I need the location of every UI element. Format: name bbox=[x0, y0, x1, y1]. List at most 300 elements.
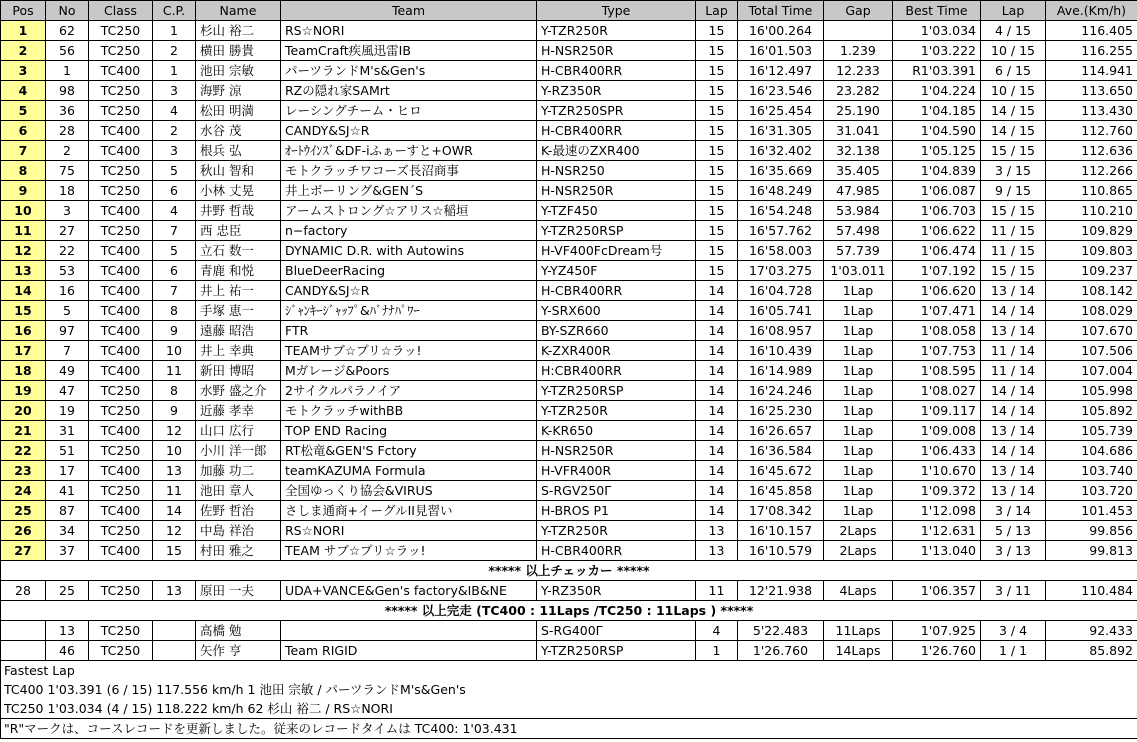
cell-cp: 5 bbox=[153, 241, 196, 261]
cell-type: H-NSR250R bbox=[537, 441, 696, 461]
cell-lap: 14 bbox=[696, 301, 738, 321]
cell-best-time: 1'06.433 bbox=[893, 441, 981, 461]
cell-pos: 16 bbox=[1, 321, 46, 341]
cell-total-time: 16'14.989 bbox=[738, 361, 824, 381]
record-note: "R"マークは、コースレコードを更新しました。従来のレコードタイムは TC400: 1'03.431 bbox=[1, 719, 1137, 739]
table-row bbox=[1, 221, 1137, 241]
table-row bbox=[1, 281, 1137, 301]
cell-name: 小川 洋一郎 bbox=[196, 441, 281, 461]
cell-ave: 105.892 bbox=[1046, 401, 1137, 421]
cell-gap: 1Lap bbox=[824, 381, 893, 401]
cell-type: Y-TZR250R bbox=[537, 401, 696, 421]
cell-total-time: 1'26.760 bbox=[738, 641, 824, 661]
cell-best-lap: 3 / 15 bbox=[981, 161, 1046, 181]
cell-ave: 107.004 bbox=[1046, 361, 1137, 381]
cell-no: 28 bbox=[46, 121, 89, 141]
cell-team: CANDY&SJ☆R bbox=[281, 281, 537, 301]
table-row bbox=[1, 541, 1137, 561]
cell-best-lap: 11 / 14 bbox=[981, 341, 1046, 361]
cell-best-lap: 3 / 11 bbox=[981, 581, 1046, 601]
cell-team: ｵｰﾄｳｲﾝｽﾞ&DF-iふぁーすと+OWR bbox=[281, 141, 537, 161]
table-row bbox=[1, 481, 1137, 501]
cell-ave: 108.142 bbox=[1046, 281, 1137, 301]
cell-pos: 21 bbox=[1, 421, 46, 441]
cell-ave: 109.829 bbox=[1046, 221, 1137, 241]
cell-type: Y-SRX600 bbox=[537, 301, 696, 321]
cell-lap: 4 bbox=[696, 621, 738, 641]
cell-name: 矢作 亨 bbox=[196, 641, 281, 661]
cell-type: Y-TZR250SPR bbox=[537, 101, 696, 121]
cell-cp: 7 bbox=[153, 281, 196, 301]
cell-gap: 1Lap bbox=[824, 341, 893, 361]
cell-type: Y-TZR250RSP bbox=[537, 221, 696, 241]
cell-type: H-CBR400RR bbox=[537, 281, 696, 301]
cell-pos: 8 bbox=[1, 161, 46, 181]
cell-pos: 17 bbox=[1, 341, 46, 361]
cell-team: アームストロング☆アリス☆稲垣 bbox=[281, 201, 537, 221]
cell-best-time: 1'08.595 bbox=[893, 361, 981, 381]
footer-tc400-row bbox=[1, 680, 1137, 699]
cell-lap: 14 bbox=[696, 461, 738, 481]
table-row bbox=[1, 261, 1137, 281]
cell-ave: 110.484 bbox=[1046, 581, 1137, 601]
cell-pos: 4 bbox=[1, 81, 46, 101]
cell-pos: 20 bbox=[1, 401, 46, 421]
table-row bbox=[1, 161, 1137, 181]
cell-team: TOP END Racing bbox=[281, 421, 537, 441]
header-row bbox=[1, 1, 1137, 21]
cell-gap: 1Lap bbox=[824, 401, 893, 421]
fastest-lap-tc400: TC400 1'03.391 (6 / 15) 117.556 km/h 1 池田 宗敏 / パーツランドM's&Gen's bbox=[1, 680, 1137, 699]
cell-best-lap: 1 / 1 bbox=[981, 641, 1046, 661]
cell-best-time: 1'12.098 bbox=[893, 501, 981, 521]
table-row bbox=[1, 441, 1137, 461]
cell-name: 海野 涼 bbox=[196, 81, 281, 101]
cell-cp: 10 bbox=[153, 441, 196, 461]
cell-name: 原田 一夫 bbox=[196, 581, 281, 601]
cell-cp: 7 bbox=[153, 221, 196, 241]
cell-pos: 25 bbox=[1, 501, 46, 521]
cell-no: 13 bbox=[46, 621, 89, 641]
cell-class: TC250 bbox=[89, 521, 153, 541]
cell-class: TC250 bbox=[89, 441, 153, 461]
cell-lap: 15 bbox=[696, 121, 738, 141]
table-row bbox=[1, 421, 1137, 441]
cell-type: Y-TZR250RSP bbox=[537, 381, 696, 401]
cell-total-time: 16'10.579 bbox=[738, 541, 824, 561]
table-row bbox=[1, 101, 1137, 121]
cell-type: S-RG400Γ bbox=[537, 621, 696, 641]
cell-lap: 13 bbox=[696, 541, 738, 561]
cell-best-time: 1'06.357 bbox=[893, 581, 981, 601]
cell-gap: 12.233 bbox=[824, 61, 893, 81]
cell-best-lap: 3 / 13 bbox=[981, 541, 1046, 561]
cell-gap: 1Lap bbox=[824, 361, 893, 381]
cell-class: TC250 bbox=[89, 21, 153, 41]
cell-type: H-CBR400RR bbox=[537, 121, 696, 141]
cell-ave: 113.430 bbox=[1046, 101, 1137, 121]
table-row bbox=[1, 201, 1137, 221]
cell-lap: 15 bbox=[696, 41, 738, 61]
cell-lap: 15 bbox=[696, 241, 738, 261]
cell-best-time: 1'13.040 bbox=[893, 541, 981, 561]
cell-lap: 14 bbox=[696, 441, 738, 461]
cell-class: TC400 bbox=[89, 321, 153, 341]
cell-name: 中島 祥治 bbox=[196, 521, 281, 541]
cell-gap: 57.498 bbox=[824, 221, 893, 241]
cell-lap: 14 bbox=[696, 401, 738, 421]
cell-best-lap: 13 / 14 bbox=[981, 461, 1046, 481]
cell-best-time: 1'04.185 bbox=[893, 101, 981, 121]
cell-gap: 1Lap bbox=[824, 501, 893, 521]
cell-gap: 57.739 bbox=[824, 241, 893, 261]
table-row bbox=[1, 241, 1137, 261]
cell-ave: 116.255 bbox=[1046, 41, 1137, 61]
cell-pos: 9 bbox=[1, 181, 46, 201]
cell-best-lap: 14 / 14 bbox=[981, 381, 1046, 401]
cell-total-time: 16'08.957 bbox=[738, 321, 824, 341]
cell-type: Y-RZ350R bbox=[537, 81, 696, 101]
cell-best-lap: 9 / 15 bbox=[981, 181, 1046, 201]
cell-total-time: 16'01.503 bbox=[738, 41, 824, 61]
header-total-time: Total Time bbox=[738, 1, 824, 21]
cell-type: Y-TZR250RSP bbox=[537, 641, 696, 661]
cell-best-time: 1'06.474 bbox=[893, 241, 981, 261]
cell-team: teamKAZUMA Formula bbox=[281, 461, 537, 481]
cell-best-lap: 6 / 15 bbox=[981, 61, 1046, 81]
cell-total-time: 17'08.342 bbox=[738, 501, 824, 521]
cell-cp: 12 bbox=[153, 521, 196, 541]
cell-no: 34 bbox=[46, 521, 89, 541]
cell-ave: 113.650 bbox=[1046, 81, 1137, 101]
cell-name: 手塚 恵一 bbox=[196, 301, 281, 321]
cell-cp bbox=[153, 621, 196, 641]
cell-best-time: 1'09.117 bbox=[893, 401, 981, 421]
cell-total-time: 16'54.248 bbox=[738, 201, 824, 221]
cell-lap: 15 bbox=[696, 181, 738, 201]
cell-team: TeamCraft疾風迅雷IB bbox=[281, 41, 537, 61]
cell-cp: 14 bbox=[153, 501, 196, 521]
table-row bbox=[1, 401, 1137, 421]
cell-pos: 27 bbox=[1, 541, 46, 561]
cell-total-time: 16'35.669 bbox=[738, 161, 824, 181]
cell-pos: 12 bbox=[1, 241, 46, 261]
cell-best-lap: 15 / 15 bbox=[981, 261, 1046, 281]
table-row bbox=[1, 381, 1137, 401]
header-name: Name bbox=[196, 1, 281, 21]
cell-ave: 104.686 bbox=[1046, 441, 1137, 461]
cell-total-time: 16'25.230 bbox=[738, 401, 824, 421]
cell-lap: 15 bbox=[696, 141, 738, 161]
cell-no: 87 bbox=[46, 501, 89, 521]
cell-gap bbox=[824, 21, 893, 41]
cell-class: TC250 bbox=[89, 101, 153, 121]
header-type: Type bbox=[537, 1, 696, 21]
header-gap: Gap bbox=[824, 1, 893, 21]
cell-no: 56 bbox=[46, 41, 89, 61]
cell-best-lap: 15 / 15 bbox=[981, 201, 1046, 221]
cell-name: 村田 雅之 bbox=[196, 541, 281, 561]
cell-class: TC250 bbox=[89, 381, 153, 401]
cell-lap: 14 bbox=[696, 321, 738, 341]
table-row bbox=[1, 41, 1137, 61]
cell-pos bbox=[1, 621, 46, 641]
cell-best-time: 1'07.753 bbox=[893, 341, 981, 361]
table-row bbox=[1, 121, 1137, 141]
cell-best-time: 1'03.222 bbox=[893, 41, 981, 61]
cell-class: TC400 bbox=[89, 241, 153, 261]
cell-name: 池田 宗敏 bbox=[196, 61, 281, 81]
cell-lap: 14 bbox=[696, 381, 738, 401]
cell-lap: 14 bbox=[696, 481, 738, 501]
cell-best-lap: 5 / 13 bbox=[981, 521, 1046, 541]
cell-ave: 109.803 bbox=[1046, 241, 1137, 261]
cell-type: Y-RZ350R bbox=[537, 581, 696, 601]
cell-gap: 1.239 bbox=[824, 41, 893, 61]
header-lap: Lap bbox=[696, 1, 738, 21]
cell-total-time: 16'57.762 bbox=[738, 221, 824, 241]
cell-best-time: 1'03.034 bbox=[893, 21, 981, 41]
cell-total-time: 16'12.497 bbox=[738, 61, 824, 81]
cell-class: TC400 bbox=[89, 361, 153, 381]
cell-lap: 15 bbox=[696, 101, 738, 121]
cell-best-time: 1'06.622 bbox=[893, 221, 981, 241]
cell-no: 16 bbox=[46, 281, 89, 301]
cell-cp: 13 bbox=[153, 461, 196, 481]
cell-name: 井野 哲哉 bbox=[196, 201, 281, 221]
cell-ave: 110.865 bbox=[1046, 181, 1137, 201]
cell-name: 水野 盛之介 bbox=[196, 381, 281, 401]
cell-gap: 31.041 bbox=[824, 121, 893, 141]
cell-type: H-BROS P1 bbox=[537, 501, 696, 521]
cell-class: TC250 bbox=[89, 161, 153, 181]
cell-team: さしま通商+イーグルII見習い bbox=[281, 501, 537, 521]
cell-cp: 9 bbox=[153, 321, 196, 341]
cell-no: 46 bbox=[46, 641, 89, 661]
cell-team: RS☆NORI bbox=[281, 521, 537, 541]
cell-team: RT松竜&GEN'S Fctory bbox=[281, 441, 537, 461]
cell-type: H-NSR250R bbox=[537, 181, 696, 201]
cell-pos: 10 bbox=[1, 201, 46, 221]
cell-lap: 15 bbox=[696, 81, 738, 101]
cell-cp: 11 bbox=[153, 361, 196, 381]
cell-class: TC250 bbox=[89, 41, 153, 61]
cell-cp: 2 bbox=[153, 41, 196, 61]
cell-total-time: 16'48.249 bbox=[738, 181, 824, 201]
header-best-lap: Lap bbox=[981, 1, 1046, 21]
cell-lap: 15 bbox=[696, 261, 738, 281]
cell-pos: 18 bbox=[1, 361, 46, 381]
cell-best-lap: 13 / 14 bbox=[981, 281, 1046, 301]
cell-total-time: 16'36.584 bbox=[738, 441, 824, 461]
cell-gap: 11Laps bbox=[824, 621, 893, 641]
cell-total-time: 16'25.454 bbox=[738, 101, 824, 121]
cell-lap: 14 bbox=[696, 361, 738, 381]
cell-best-lap: 13 / 14 bbox=[981, 421, 1046, 441]
cell-type: K-KR650 bbox=[537, 421, 696, 441]
cell-total-time: 12'21.938 bbox=[738, 581, 824, 601]
cell-cp: 10 bbox=[153, 341, 196, 361]
cell-cp: 6 bbox=[153, 181, 196, 201]
cell-gap: 1Lap bbox=[824, 461, 893, 481]
header-team: Team bbox=[281, 1, 537, 21]
cell-class: TC400 bbox=[89, 261, 153, 281]
cell-pos: 2 bbox=[1, 41, 46, 61]
cell-team: UDA+VANCE&Gen's factory&IB&NE bbox=[281, 581, 537, 601]
cell-no: 5 bbox=[46, 301, 89, 321]
cell-lap: 14 bbox=[696, 341, 738, 361]
cell-no: 97 bbox=[46, 321, 89, 341]
cell-team bbox=[281, 621, 537, 641]
cell-name: 小林 丈晃 bbox=[196, 181, 281, 201]
cell-team: FTR bbox=[281, 321, 537, 341]
cell-type: BY-SZR660 bbox=[537, 321, 696, 341]
cell-class: TC250 bbox=[89, 221, 153, 241]
table-row bbox=[1, 301, 1137, 321]
cell-cp: 15 bbox=[153, 541, 196, 561]
cell-pos: 13 bbox=[1, 261, 46, 281]
cell-pos: 6 bbox=[1, 121, 46, 141]
cell-class: TC400 bbox=[89, 201, 153, 221]
cell-team: ｼﾞｬﾝｷｰｼﾞｬｯﾌﾟ&ﾊﾞﾅﾅﾊﾟﾜｰ bbox=[281, 301, 537, 321]
cell-best-lap: 14 / 14 bbox=[981, 301, 1046, 321]
cell-type: Y-YZ450F bbox=[537, 261, 696, 281]
cell-cp: 1 bbox=[153, 61, 196, 81]
cell-total-time: 16'31.305 bbox=[738, 121, 824, 141]
cell-cp: 5 bbox=[153, 161, 196, 181]
cell-gap: 32.138 bbox=[824, 141, 893, 161]
cell-cp: 8 bbox=[153, 381, 196, 401]
cell-pos: 3 bbox=[1, 61, 46, 81]
cell-gap: 1Lap bbox=[824, 301, 893, 321]
cell-team: モトクラッチwithBB bbox=[281, 401, 537, 421]
cell-best-time: 1'08.027 bbox=[893, 381, 981, 401]
cell-ave: 105.739 bbox=[1046, 421, 1137, 441]
cell-team: CANDY&SJ☆R bbox=[281, 121, 537, 141]
cell-type: Y-TZR250R bbox=[537, 521, 696, 541]
cell-class: TC250 bbox=[89, 181, 153, 201]
cell-type: H-NSR250 bbox=[537, 161, 696, 181]
cell-class: TC400 bbox=[89, 421, 153, 441]
cell-lap: 15 bbox=[696, 201, 738, 221]
cell-best-lap: 14 / 14 bbox=[981, 401, 1046, 421]
cell-no: 19 bbox=[46, 401, 89, 421]
cell-name: 井上 祐一 bbox=[196, 281, 281, 301]
table-row bbox=[1, 501, 1137, 521]
cell-lap: 14 bbox=[696, 421, 738, 441]
cell-best-lap: 13 / 14 bbox=[981, 481, 1046, 501]
cell-class: TC400 bbox=[89, 121, 153, 141]
header-class: Class bbox=[89, 1, 153, 21]
cell-team: 全国ゆっくり協会&VIRUS bbox=[281, 481, 537, 501]
cell-no: 49 bbox=[46, 361, 89, 381]
cell-best-time: R1'03.391 bbox=[893, 61, 981, 81]
cell-type: S-RGV250Γ bbox=[537, 481, 696, 501]
cell-best-time: 1'09.008 bbox=[893, 421, 981, 441]
cell-lap: 14 bbox=[696, 501, 738, 521]
cell-name: 水谷 茂 bbox=[196, 121, 281, 141]
cell-type: H-CBR400RR bbox=[537, 541, 696, 561]
cell-name: 新田 博昭 bbox=[196, 361, 281, 381]
cell-gap: 2Laps bbox=[824, 541, 893, 561]
cell-total-time: 17'03.275 bbox=[738, 261, 824, 281]
cell-cp: 13 bbox=[153, 581, 196, 601]
cell-best-time: 1'04.839 bbox=[893, 161, 981, 181]
cell-best-lap: 14 / 15 bbox=[981, 101, 1046, 121]
cell-no: 41 bbox=[46, 481, 89, 501]
cell-type: H-VF400FcDream号 bbox=[537, 241, 696, 261]
cell-pos: 22 bbox=[1, 441, 46, 461]
cell-team: DYNAMIC D.R. with Autowins bbox=[281, 241, 537, 261]
cell-class: TC250 bbox=[89, 401, 153, 421]
cell-name: 池田 章人 bbox=[196, 481, 281, 501]
cell-gap: 1'03.011 bbox=[824, 261, 893, 281]
table-row bbox=[1, 21, 1137, 41]
fastest-lap-tc250: TC250 1'03.034 (4 / 15) 118.222 km/h 62 杉山 裕二 / RS☆NORI bbox=[1, 699, 1137, 719]
cell-total-time: 16'04.728 bbox=[738, 281, 824, 301]
cell-ave: 103.720 bbox=[1046, 481, 1137, 501]
cell-class: TC400 bbox=[89, 281, 153, 301]
cell-total-time: 16'45.672 bbox=[738, 461, 824, 481]
cell-lap: 1 bbox=[696, 641, 738, 661]
cell-ave: 107.506 bbox=[1046, 341, 1137, 361]
cell-ave: 85.892 bbox=[1046, 641, 1137, 661]
cell-pos: 24 bbox=[1, 481, 46, 501]
cell-ave: 101.453 bbox=[1046, 501, 1137, 521]
finish-row bbox=[1, 601, 1137, 621]
cell-type: H-VFR400R bbox=[537, 461, 696, 481]
cell-ave: 109.237 bbox=[1046, 261, 1137, 281]
cell-cp: 12 bbox=[153, 421, 196, 441]
cell-cp: 2 bbox=[153, 121, 196, 141]
cell-total-time: 16'45.858 bbox=[738, 481, 824, 501]
table-row bbox=[1, 341, 1137, 361]
cell-team: モトクラッチワコーズ長沼商事 bbox=[281, 161, 537, 181]
cell-team: Team RIGID bbox=[281, 641, 537, 661]
cell-gap: 4Laps bbox=[824, 581, 893, 601]
cell-best-time: 1'04.590 bbox=[893, 121, 981, 141]
cell-team: TEAM サブ☆プリ☆ラッ! bbox=[281, 541, 537, 561]
cell-name: 杉山 裕二 bbox=[196, 21, 281, 41]
cell-class: TC400 bbox=[89, 461, 153, 481]
table-row bbox=[1, 61, 1137, 81]
cell-no: 51 bbox=[46, 441, 89, 461]
cell-type: Y-TZR250R bbox=[537, 21, 696, 41]
cell-pos: 19 bbox=[1, 381, 46, 401]
cell-class: TC400 bbox=[89, 61, 153, 81]
cell-no: 31 bbox=[46, 421, 89, 441]
cell-type: K-最速のZXR400 bbox=[537, 141, 696, 161]
cell-best-lap: 14 / 15 bbox=[981, 121, 1046, 141]
cell-no: 75 bbox=[46, 161, 89, 181]
cell-class: TC400 bbox=[89, 541, 153, 561]
cell-ave: 99.856 bbox=[1046, 521, 1137, 541]
cell-lap: 15 bbox=[696, 161, 738, 181]
cell-no: 53 bbox=[46, 261, 89, 281]
table-row bbox=[1, 81, 1137, 101]
cell-no: 22 bbox=[46, 241, 89, 261]
cell-name: 高橋 勉 bbox=[196, 621, 281, 641]
cell-name: 立石 数一 bbox=[196, 241, 281, 261]
cell-no: 98 bbox=[46, 81, 89, 101]
cell-class: TC400 bbox=[89, 341, 153, 361]
finish-label: ***** 以上完走 (TC400 : 11Laps /TC250 : 11Laps ) ***** bbox=[1, 601, 1137, 621]
cell-gap: 2Laps bbox=[824, 521, 893, 541]
cell-best-time: 1'07.925 bbox=[893, 621, 981, 641]
cell-no: 17 bbox=[46, 461, 89, 481]
cell-pos: 7 bbox=[1, 141, 46, 161]
cell-type: H:CBR400RR bbox=[537, 361, 696, 381]
